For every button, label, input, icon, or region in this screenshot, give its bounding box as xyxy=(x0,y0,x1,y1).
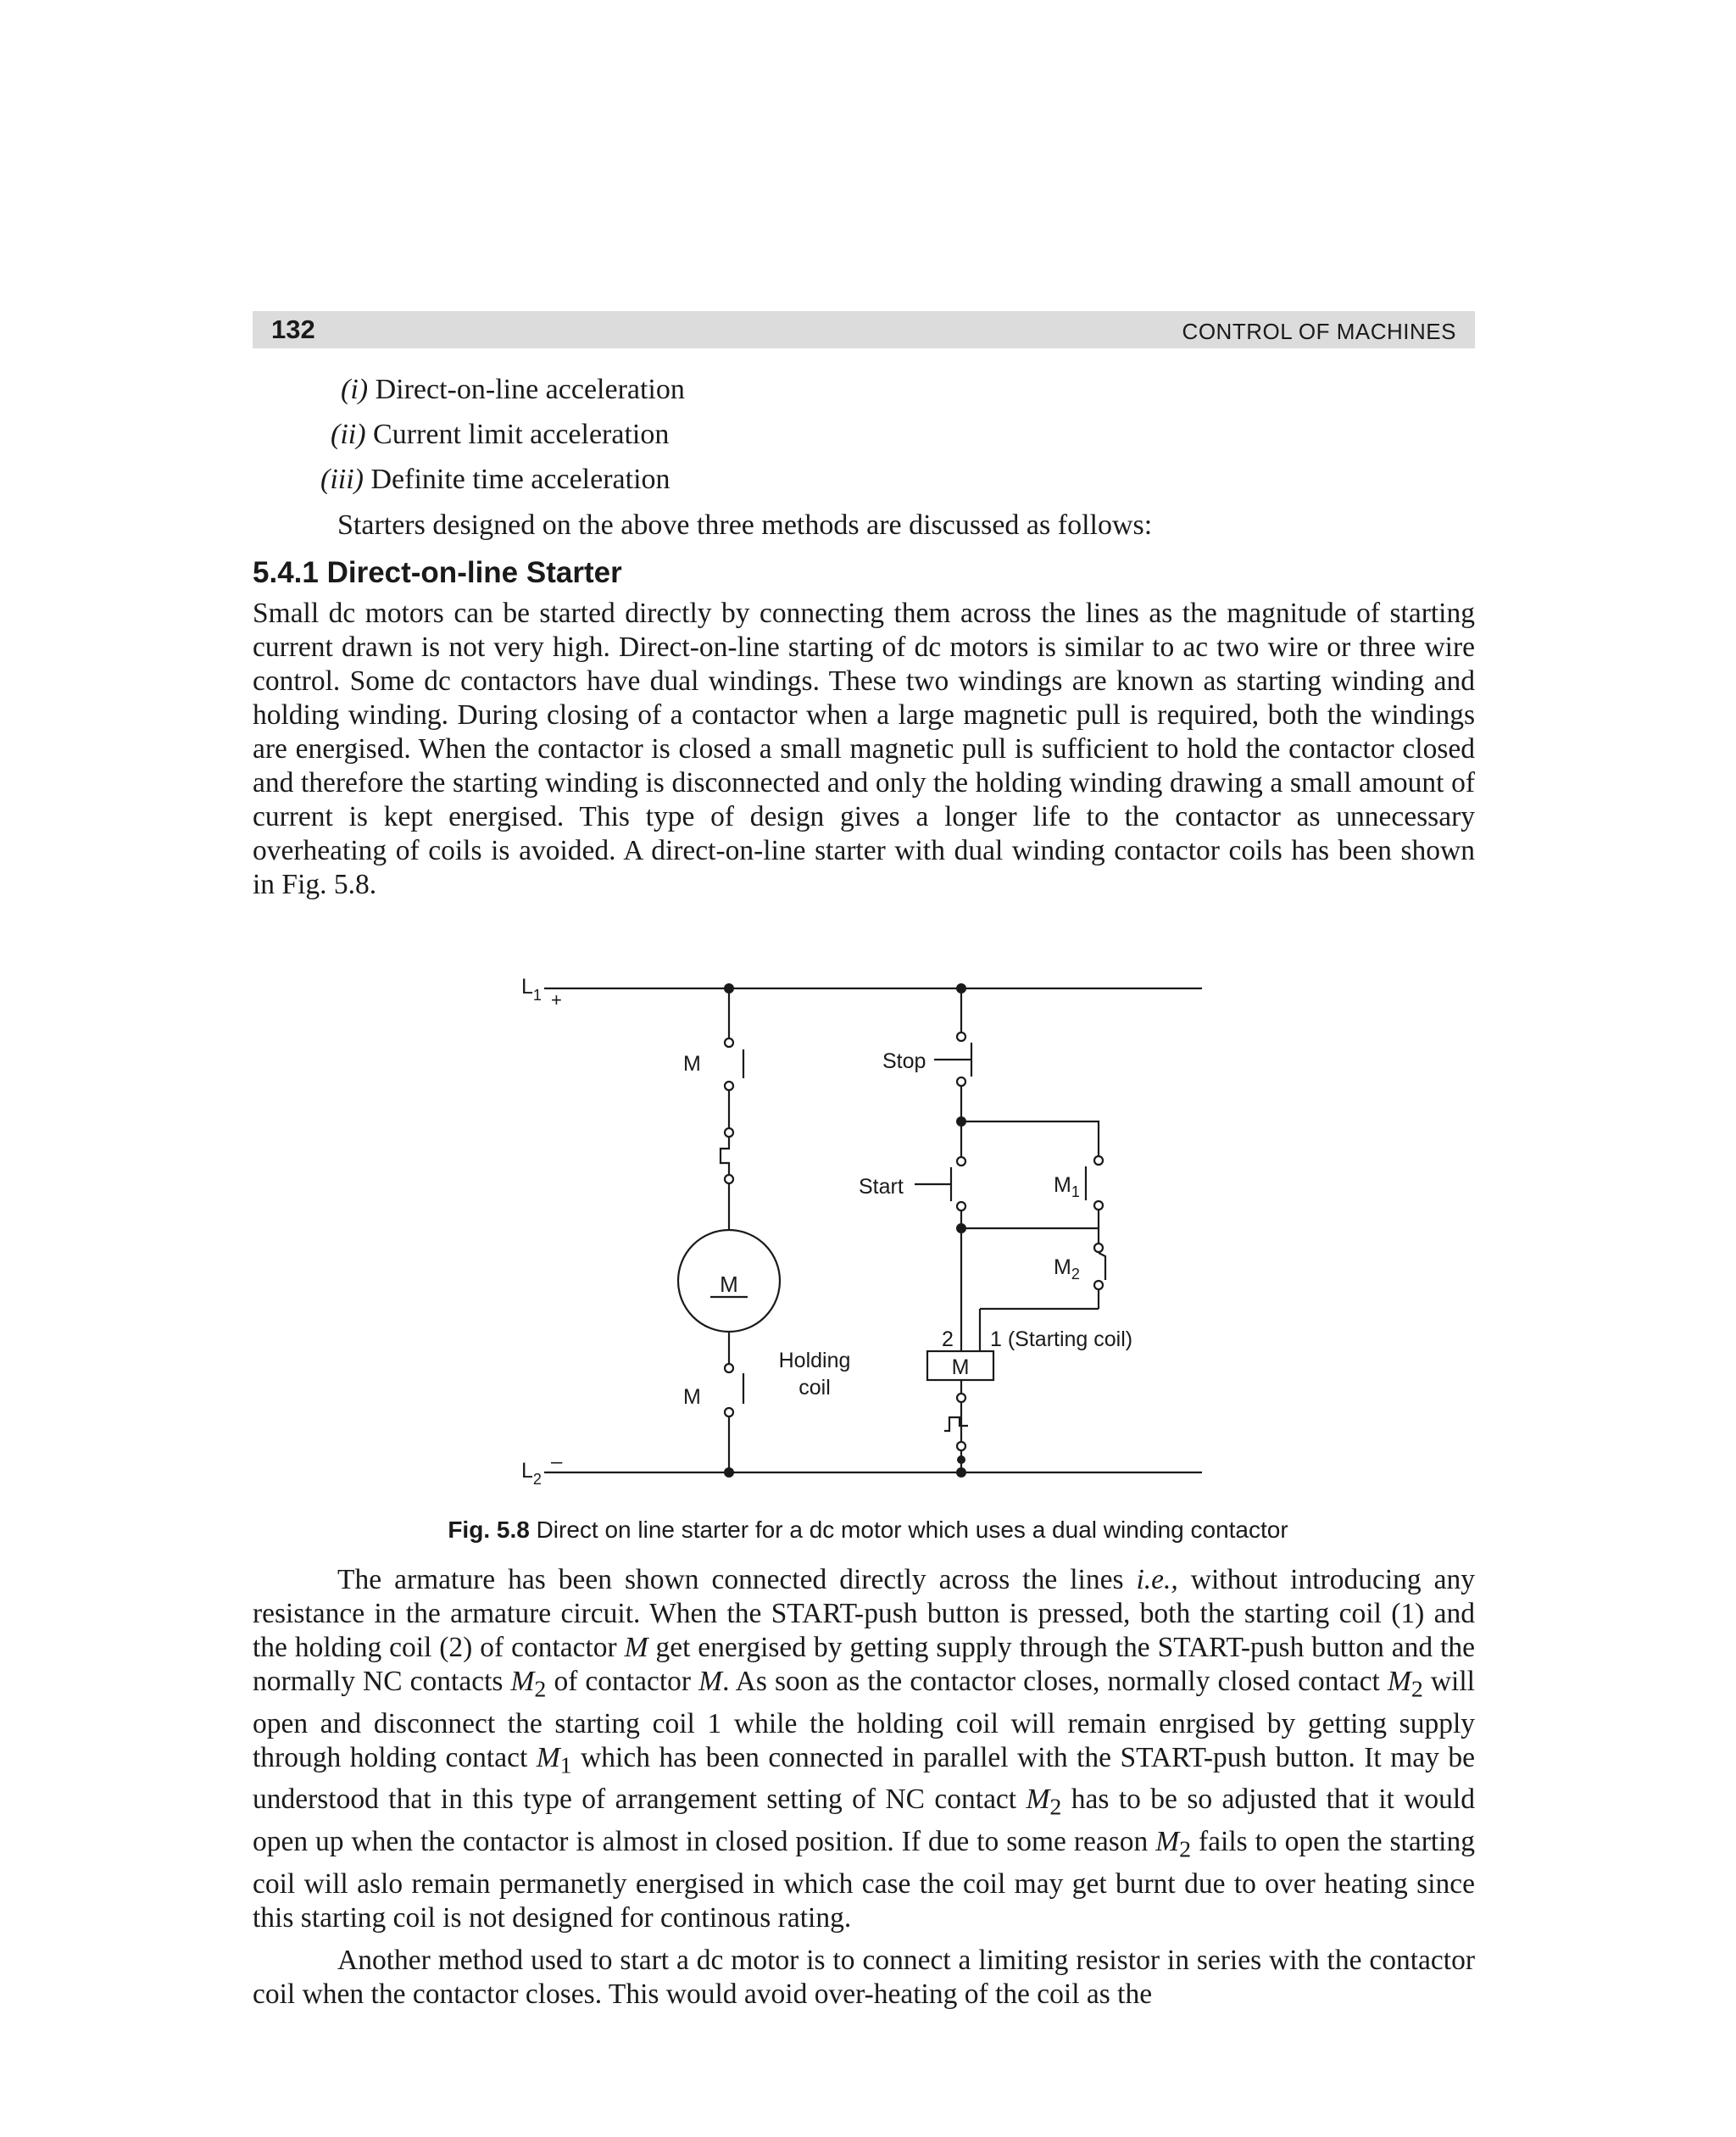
label-plus: + xyxy=(551,989,562,1010)
label-m1: $M_1$ xyxy=(1054,1173,1080,1200)
motor-circle xyxy=(678,1230,780,1332)
running-title: CONTROL OF MACHINES xyxy=(1182,319,1456,344)
list-item: (ii) Current limit acceleration xyxy=(331,419,670,450)
label-holding: Holding xyxy=(778,1349,851,1372)
paragraph-1: Small dc motors can be started directly by connecting them across the lines as the magnitude of starting current drawn is not very high. Direct-on-line starting of dc motors is similar to ac two wire or three wire control. Some dc contactors have dual windings. These two windings are known as starting winding and holding winding. During closing of a contactor when a large magnetic pull is required, both the windings are energised. When the contactor is closed a small magnetic pull is sufficient to hold the contactor closed and therefore the starting winding is disconnected and only the holding winding drawing a small amount of current is kept energised. This type of design gives a longer life to the contactor as unnecessary overheating of coils is avoided. A direct-on-line starter with dual winding contactor coils has been shown in Fig. 5.8. xyxy=(253,598,1475,900)
page-header xyxy=(253,311,1475,348)
label-starting-coil: 1 (Starting coil) xyxy=(990,1327,1133,1351)
contact-m2 xyxy=(1099,1253,1105,1280)
label-m-bottom: M xyxy=(683,1385,701,1409)
coil-box xyxy=(927,1351,993,1380)
label-minus: – xyxy=(551,1450,563,1473)
label-m-top: M xyxy=(683,1052,701,1076)
label-m2: $M_2$ xyxy=(1054,1255,1080,1283)
label-start: Start xyxy=(859,1175,904,1199)
paragraph-3: Another method used to start a dc motor is to connect a limiting resistor in series with the contactor coil when the contactor closes. This would avoid over-heating of the coil as the xyxy=(253,1945,1475,2010)
section-title: 5.4.1 Direct-on-line Starter xyxy=(253,556,622,589)
overload-left xyxy=(721,1138,729,1174)
paragraph-2: The armature has been shown connected directly across the lines i.e., without introducing any resistance in the armature circuit. When the START-push button is pressed, both the starting coil (1) and the holding coil (2) of contactor M get energised by getting supply through the START-push button and the normally NC contacts $M_2$ of contactor M. As soon as the contactor closes, normally closed contact $M_2$ will open and disconnect the starting coil 1 while the holding coil will remain enrgised by getting supply through holding contact $M_1$ which has been connected in parallel with the START-push button. It may be understood that in this type of arrangement setting of NC contact $M_2$ has to be so adjusted that it would open up when the contactor is almost in closed position. If due to some reason $M_2$ fails to open the starting coil will aslo remain permanetly energised in which case the coil may get burnt due to over heating since this starting coil is not designed for continous rating. xyxy=(253,1564,1475,1934)
list-item: (iii) Definite time acceleration xyxy=(320,464,670,495)
label-coil-m: M xyxy=(951,1355,970,1379)
label-coil: coil xyxy=(798,1376,831,1400)
label-motor: M xyxy=(720,1272,738,1297)
figure-caption: Fig. 5.8 Direct on line starter for a dc motor which uses a dual winding contactor xyxy=(448,1516,1288,1543)
page-number: 132 xyxy=(271,314,315,344)
label-l1: $L_1$ xyxy=(521,975,542,1004)
list-item: (i) Direct-on-line acceleration xyxy=(341,374,685,405)
overload-right xyxy=(944,1417,968,1431)
label-l2: $L_2$ xyxy=(521,1459,542,1488)
lead-sentence: Starters designed on the above three methods are discussed as follows: xyxy=(337,509,1153,541)
label-coil-2: 2 xyxy=(942,1327,954,1351)
label-stop: Stop xyxy=(882,1049,926,1073)
